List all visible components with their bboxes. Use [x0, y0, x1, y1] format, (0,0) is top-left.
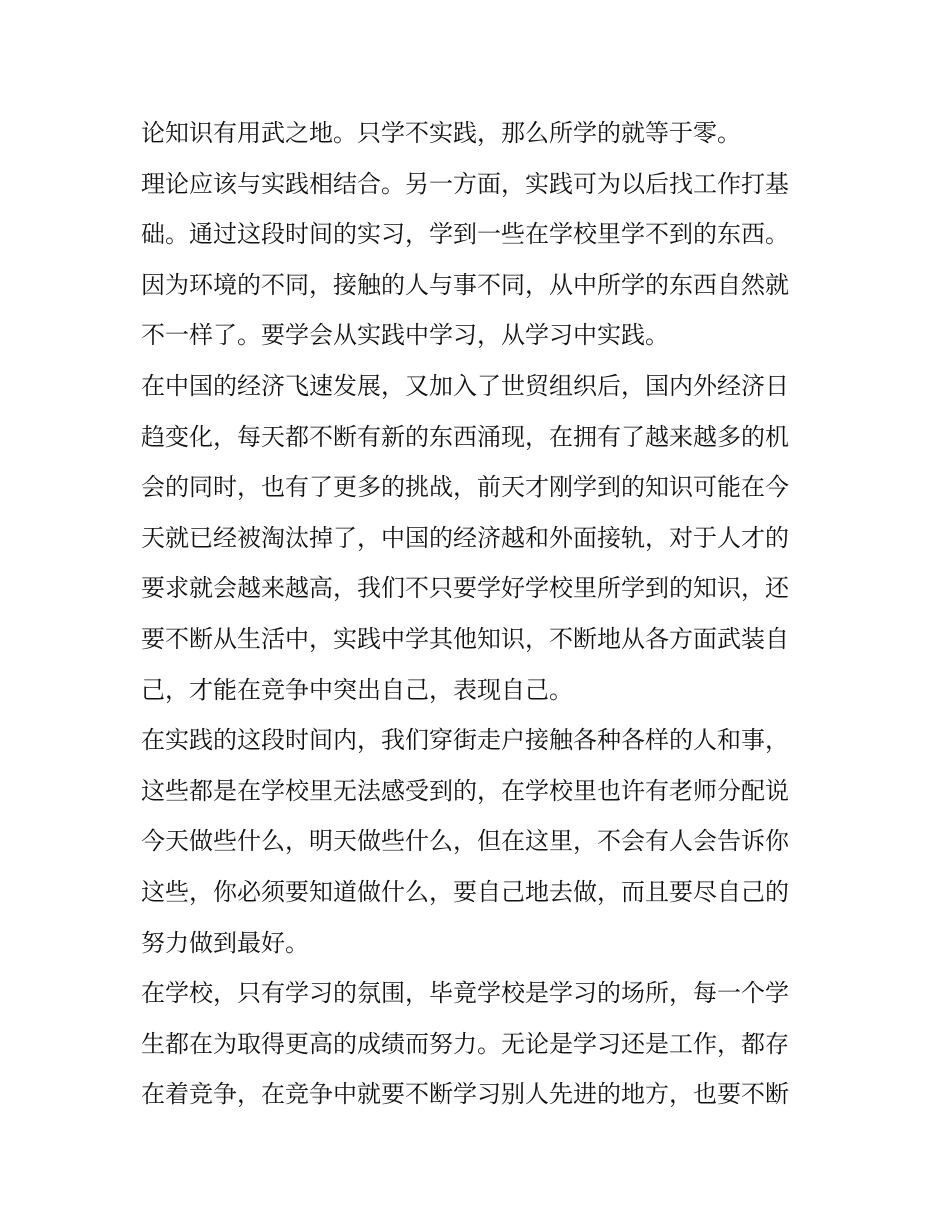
text-line: 这些，你必须要知道做什么，要自己地去做，而且要尽自己的 — [141, 877, 789, 906]
text-line: 生都在为取得更高的成绩而努力。无论是学习还是工作，都存 — [141, 1029, 789, 1058]
text-line: 在学校，只有学习的氛围，毕竟学校是学习的场所，每一个学 — [141, 979, 789, 1008]
text-line: 理论应该与实践相结合。另一方面，实践可为以后找工作打基 — [141, 169, 789, 198]
text-line: 础。通过这段时间的实习，学到一些在学校里学不到的东西。 — [141, 220, 789, 249]
text-line: 这些都是在学校里无法感受到的，在学校里也许有老师分配说 — [141, 776, 789, 805]
text-line: 己，才能在竞争中突出自己，表现自己。 — [141, 675, 573, 704]
text-line: 今天做些什么，明天做些什么，但在这里，不会有人会告诉你 — [141, 827, 789, 856]
document-body — [141, 108, 813, 1120]
text-line: 天就已经被淘汰掉了，中国的经济越和外面接轨，对于人才的 — [141, 523, 789, 552]
text-line: 努力做到最好。 — [141, 928, 309, 957]
text-line: 在着竞争，在竞争中就要不断学习别人先进的地方，也要不断 — [141, 1080, 789, 1109]
text-line: 因为环境的不同，接触的人与事不同，从中所学的东西自然就 — [141, 270, 789, 299]
text-line: 要求就会越来越高，我们不只要学好学校里所学到的知识，还 — [141, 574, 789, 603]
text-line: 要不断从生活中，实践中学其他知识，不断地从各方面武装自 — [141, 624, 789, 653]
text-line: 在中国的经济飞速发展，又加入了世贸组织后，国内外经济日 — [141, 371, 789, 400]
text-line: 趋变化，每天都不断有新的东西涌现，在拥有了越来越多的机 — [141, 422, 789, 451]
text-line: 论知识有用武之地。只学不实践，那么所学的就等于零。 — [141, 119, 741, 147]
text-line: 在实践的这段时间内，我们穿街走户接触各种各样的人和事， — [141, 726, 789, 755]
text-line: 不一样了。要学会从实践中学习，从学习中实践。 — [141, 321, 669, 350]
text-line: 会的同时，也有了更多的挑战，前天才刚学到的知识可能在今 — [141, 473, 789, 502]
